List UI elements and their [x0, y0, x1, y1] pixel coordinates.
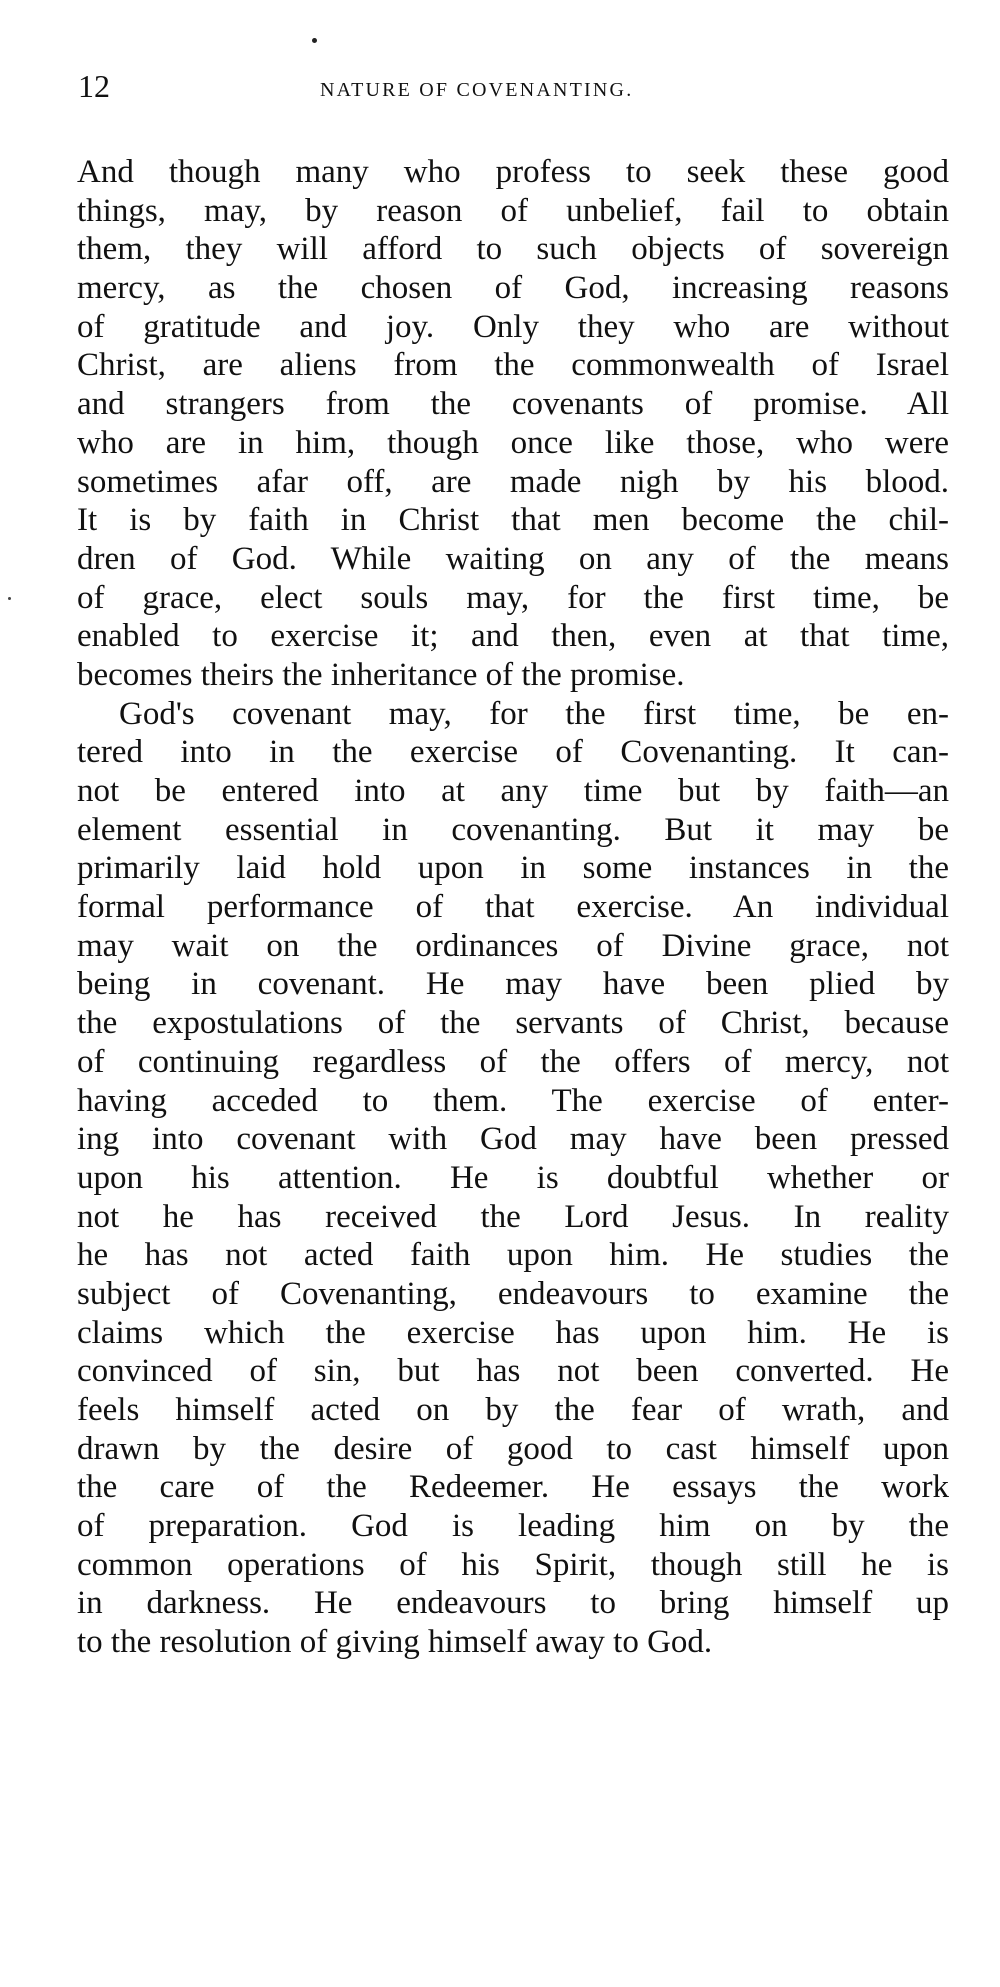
text-line: And though many who profess to seek these good: [77, 154, 949, 190]
running-title: NATURE OF COVENANTING.: [320, 79, 634, 101]
margin-speck: [8, 597, 11, 600]
page-header: [78, 68, 948, 108]
paragraph-first-line: God's covenant may, for the first time, be en-: [119, 695, 949, 732]
text-line: in darkness. He endeavours to bring himself up: [77, 1585, 949, 1622]
text-line: drawn by the desire of good to cast himself upon: [77, 1430, 949, 1467]
text-line: not he has received the Lord Jesus. In reality: [77, 1198, 949, 1235]
text-line: subject of Covenanting, endeavours to examine the: [77, 1275, 949, 1312]
text-line: and strangers from the covenants of promise. All: [77, 386, 949, 423]
text-line: the care of the Redeemer. He essays the work: [77, 1469, 949, 1506]
text-line: not be entered into at any time but by faith—an: [77, 773, 949, 809]
text-line: It is by faith in Christ that men become the chil-: [77, 502, 949, 539]
text-line: common operations of his Spirit, though still he is: [77, 1546, 949, 1583]
text-line: may wait on the ordinances of Divine grace, not: [77, 927, 949, 964]
text-line: element essential in covenanting. But it may be: [77, 811, 949, 848]
text-line: mercy, as the chosen of God, increasing reasons: [77, 270, 949, 307]
paragraph-last-line: becomes theirs the inheritance of the promise.: [77, 656, 685, 693]
text-line: of gratitude and joy. Only they who are without: [77, 308, 949, 345]
text-line: things, may, by reason of unbelief, fail to obtain: [77, 192, 949, 229]
text-line: feels himself acted on by the fear of wrath, and: [77, 1392, 949, 1428]
text-line: upon his attention. He is doubtful whether or: [77, 1159, 949, 1196]
text-line: enabled to exercise it; and then, even at that time,: [77, 618, 949, 655]
text-line: them, they will afford to such objects of sovereign: [77, 231, 949, 268]
text-line: the expostulations of the servants of Christ, because: [77, 1005, 949, 1042]
page-number: 12: [78, 68, 110, 104]
body-text: [77, 153, 949, 1662]
text-line: Christ, are aliens from the commonwealth of Israel: [77, 347, 949, 384]
text-line: of continuing regardless of the offers of mercy, not: [77, 1043, 949, 1080]
text-line: of preparation. God is leading him on by the: [77, 1508, 949, 1545]
text-line: he has not acted faith upon him. He studies the: [77, 1237, 949, 1274]
printer-mark: [312, 38, 317, 43]
text-line: sometimes afar off, are made nigh by his blood.: [77, 463, 949, 500]
text-line: claims which the exercise has upon him. He is: [77, 1314, 949, 1351]
text-line: formal performance of that exercise. An individual: [77, 889, 949, 926]
text-line: of grace, elect souls may, for the first time, be: [77, 579, 949, 616]
text-line: tered into in the exercise of Covenanting. It can-: [77, 734, 949, 771]
text-line: ing into covenant with God may have been pressed: [77, 1121, 949, 1158]
text-line: having acceded to them. The exercise of enter-: [77, 1082, 949, 1119]
text-line: dren of God. While waiting on any of the means: [77, 540, 949, 577]
paragraph-last-line: to the resolution of giving himself away to God.: [77, 1624, 713, 1661]
text-line: being in covenant. He may have been plied by: [77, 966, 949, 1003]
text-line: convinced of sin, but has not been converted. He: [77, 1353, 949, 1390]
text-line: who are in him, though once like those, who were: [77, 424, 949, 461]
text-line: primarily laid hold upon in some instances in the: [77, 850, 949, 887]
